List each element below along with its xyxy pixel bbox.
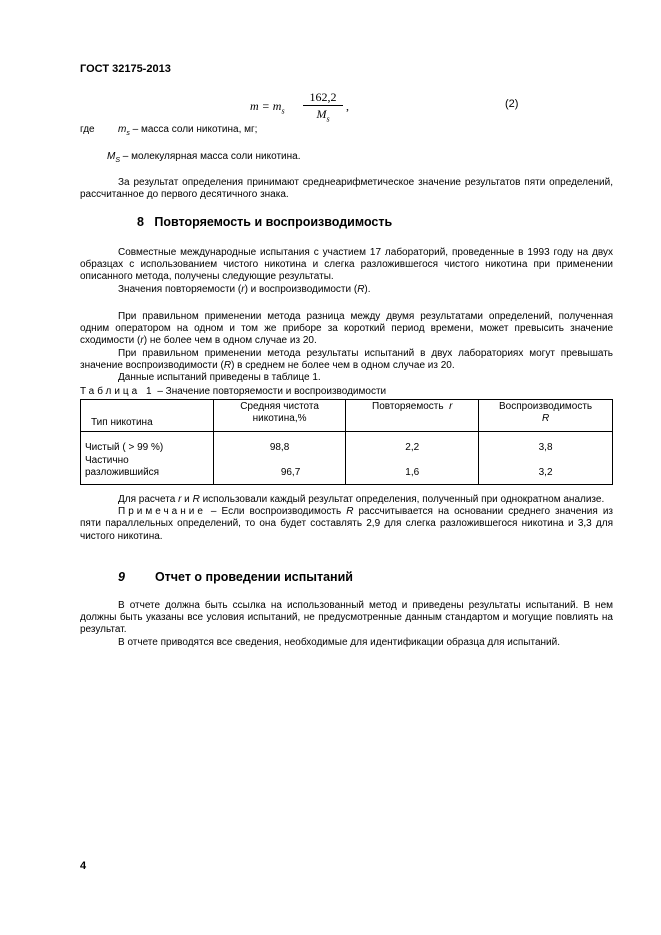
s9-paragraph-2: В отчете приводятся все сведения, необходимые для идентификации образца для испытаний.	[118, 636, 560, 648]
header-repeatability: Повторяемость r	[346, 400, 479, 432]
calc-paragraph: Для расчета r и R использовали каждый результат определения, полученный при однократном анализе.	[118, 494, 605, 505]
formula-2: $m = m_s$ $\frac{162,2}{M_s}$ ,	[250, 90, 350, 126]
header-type: Тип никотина	[81, 400, 214, 432]
table-caption: Таблица 1 – Значение повторяемости и воспроизводимости	[80, 386, 387, 397]
section-8-body	[80, 247, 613, 296]
header-mean: Средняя чистота никотина,%	[213, 400, 346, 432]
section-8-heading: 8 Повторяемость и воспроизводимость	[137, 215, 393, 229]
table-row	[81, 432, 613, 485]
after-table-body	[80, 494, 613, 543]
where-label: где	[80, 124, 95, 135]
formula-denominator: $M_s$	[316, 107, 330, 124]
formula-numerator: 162,2	[303, 90, 343, 106]
result-paragraph: За результат определения принимают среднеарифметическое значение результатов пяти определений, рассчитанное до первого десятичного знака.	[80, 177, 613, 201]
s8-paragraph-2: Значения повторяемости (r) и воспроизводимости (R).	[118, 283, 371, 295]
cell-repeatability: 2,2 1,6	[346, 432, 479, 485]
page-number: 4	[80, 860, 87, 872]
document-header: ГОСТ 32175-2013	[80, 63, 171, 75]
s8-paragraph-3: При правильном применении метода разница между двумя результатами определений, полученная одним оператором на одном и том же приборе за короткий период времени, может превысить значение сходимости (r) не более чем в одном случае из 20.	[80, 311, 613, 347]
formula-fraction	[303, 90, 343, 127]
section-8-body-2	[80, 311, 613, 384]
s8-paragraph-1: Совместные международные испытания с участием 17 лабораторий, проведенные в 1993 году на двух образцах с использованием чистого никотина и слегка разложившегося чистого никотина при применении описанного метода, получены следующие результаты.	[80, 247, 613, 283]
definition-ms: $m_s$ – масса соли никотина, мг;	[118, 124, 258, 137]
results-table	[80, 399, 613, 485]
cell-mean: 98,8 96,7	[213, 432, 346, 485]
equation-number: (2)	[505, 98, 519, 110]
s8-paragraph-5: Данные испытаний приведены в таблице 1.	[118, 372, 321, 384]
section-9-body	[80, 600, 613, 649]
section-9-heading: 9 Отчет о проведении испытаний	[118, 570, 353, 584]
note-paragraph: Примечание – Если воспроизводимость R рассчитывается на основании среднего значения из пяти параллельных определений, то она будет составлять 2,9 для слегка разложившегося никотина и 3,3 для чистого никотина.	[80, 506, 613, 542]
definition-Ms: $M_S$ – молекулярная масса соли никотина.	[107, 151, 301, 164]
table-header-row	[81, 400, 613, 432]
header-reproducibility: Воспроизводимость R	[479, 400, 613, 432]
s9-paragraph-1: В отчете должна быть ссылка на использованный метод и приведены результаты испытаний. В нем должны быть указаны все условия испытаний, не предусмотренные данным стандартом и могущие повлиять на результат.	[80, 600, 613, 636]
cell-type: Чистый ( > 99 %) Частично разложившийся	[81, 432, 214, 485]
formula-lhs: $m = m_s$	[250, 99, 285, 116]
s8-paragraph-4: При правильном применении метода результаты испытаний в двух лабораториях могут превышать значение воспроизводимости (R) в среднем не более чем в одном случае из 20.	[80, 347, 613, 371]
cell-reproducibility: 3,8 3,2	[479, 432, 613, 485]
